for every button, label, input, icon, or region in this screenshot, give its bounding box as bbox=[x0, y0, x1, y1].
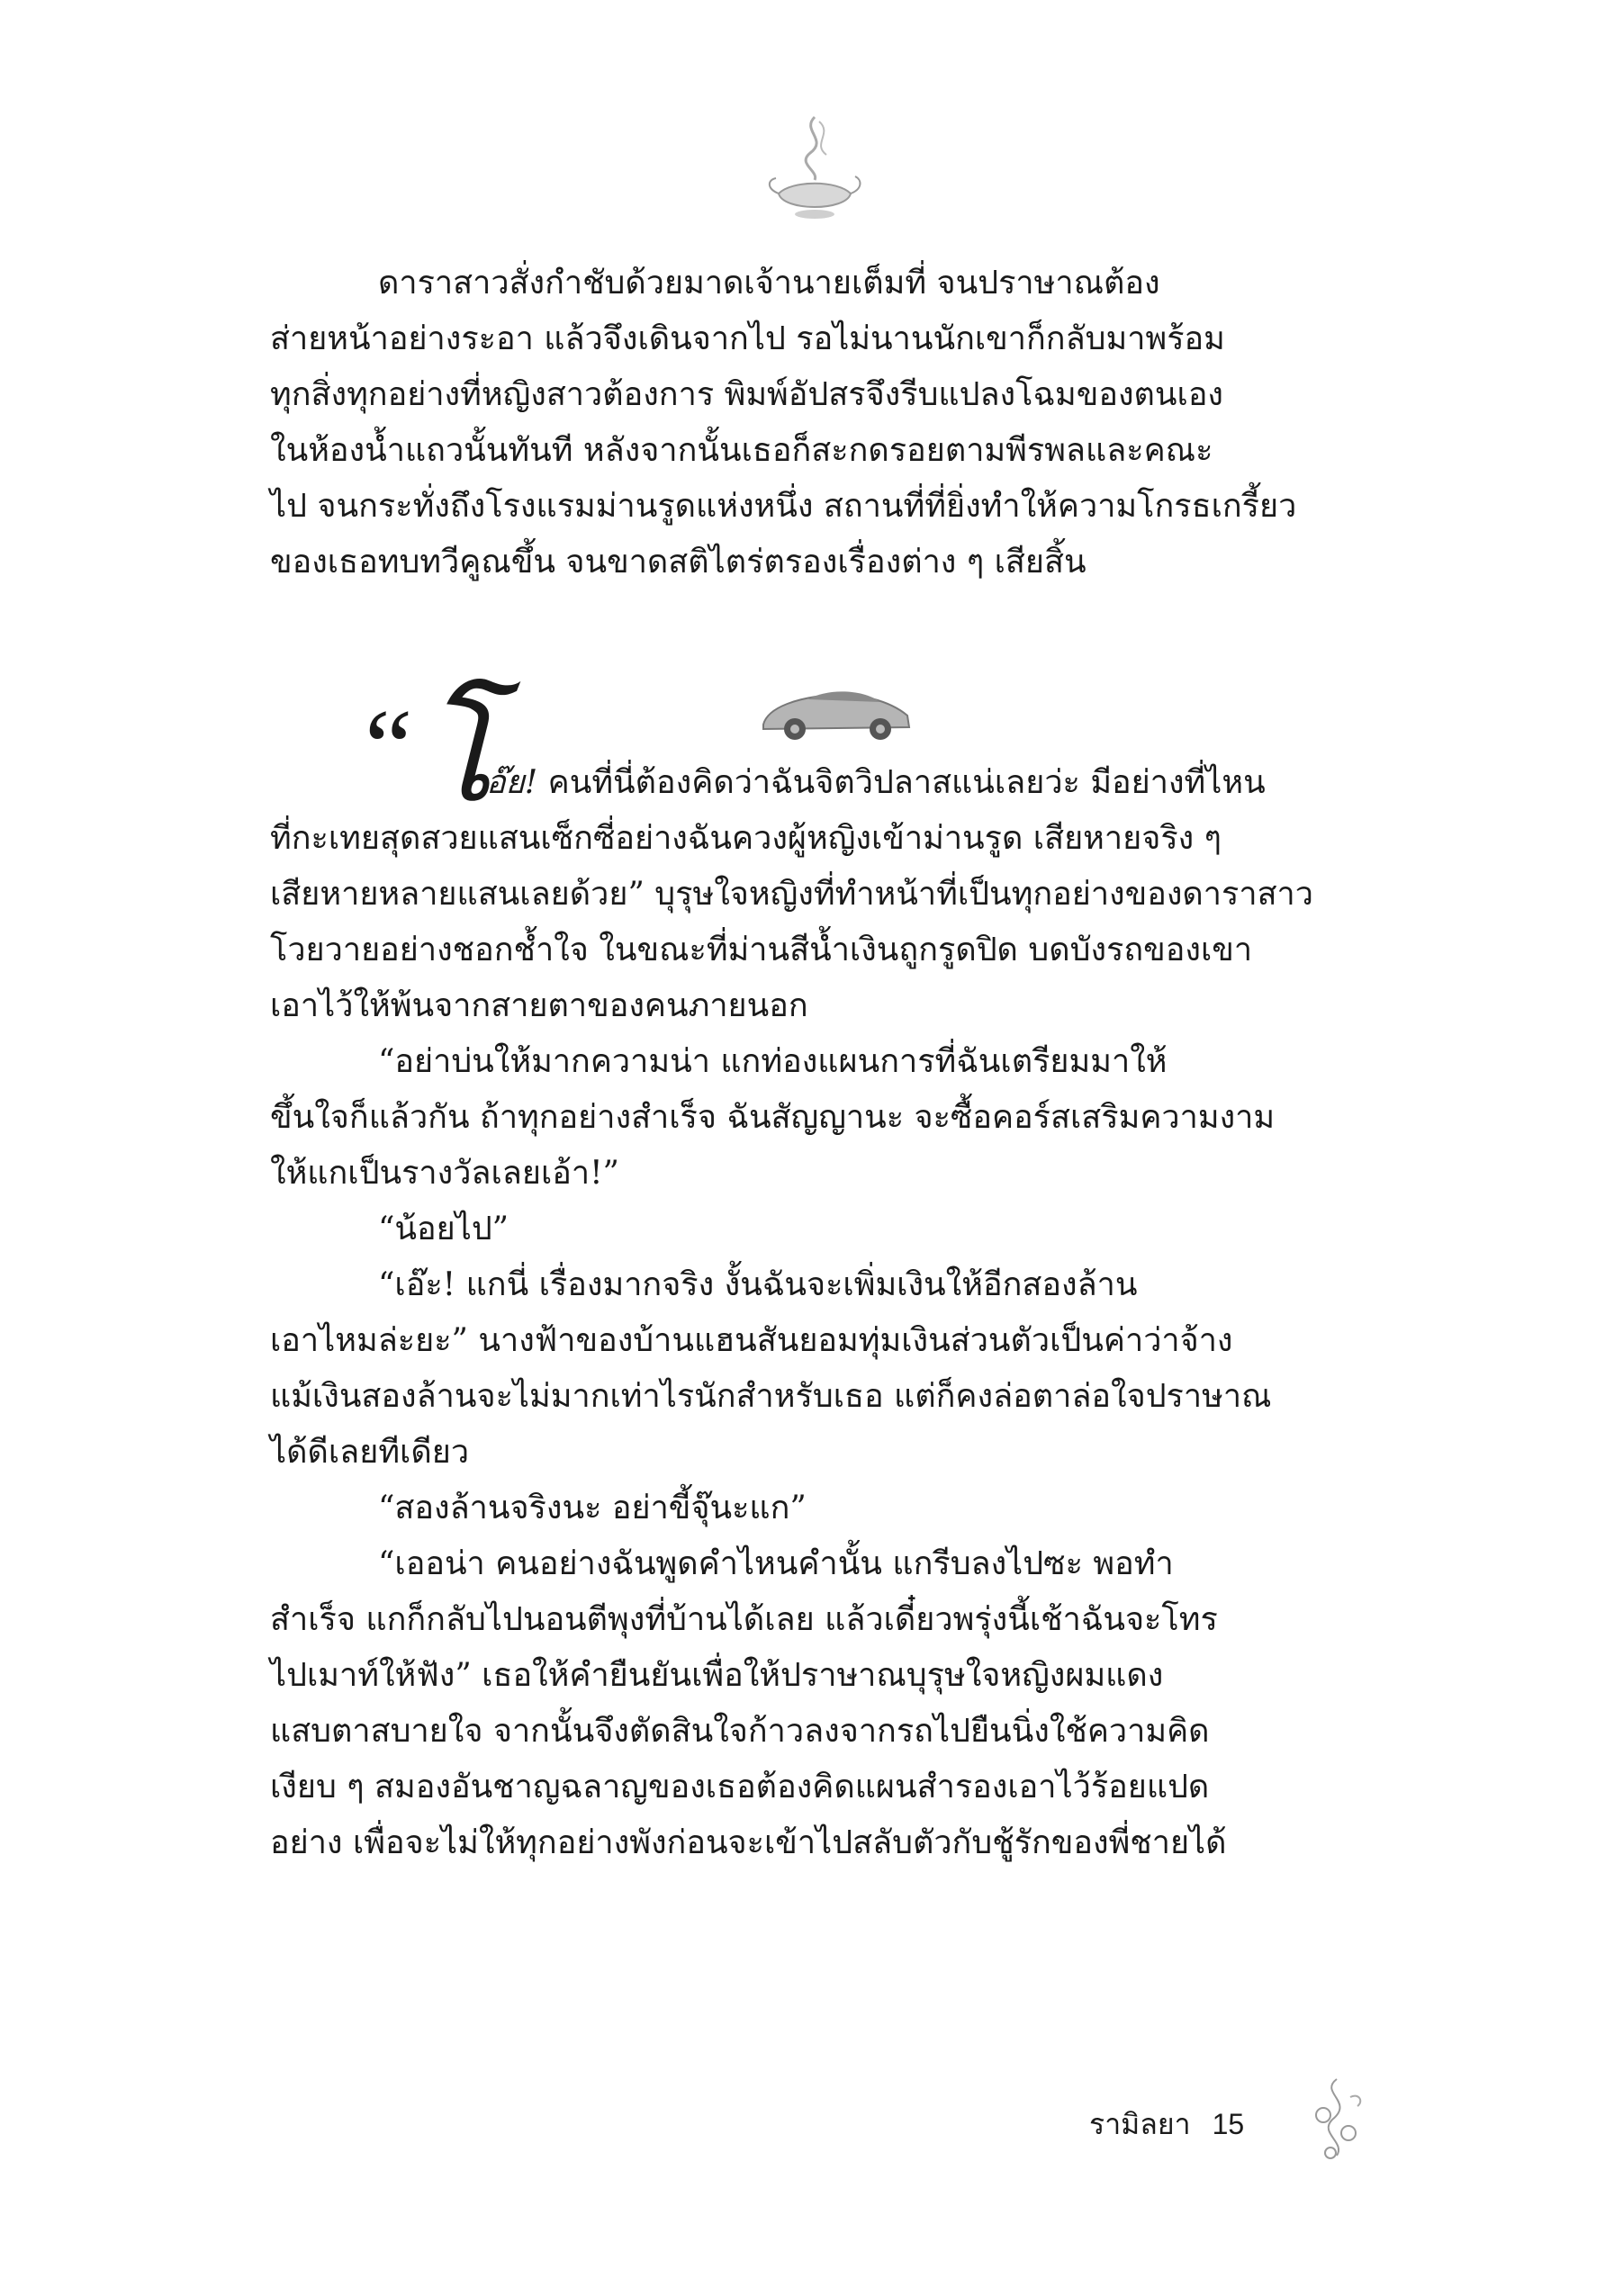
exclamation-italic: อ๊ย! bbox=[486, 764, 538, 801]
paragraph-line: “น้อยไป” bbox=[378, 1211, 509, 1247]
paragraph-line: แม้เงินสองล้านจะไม่มากเท่าไรนักสำหรับเธอ แต่ก็คงล่อตาล่อใจปราษาณ bbox=[270, 1378, 1272, 1415]
paragraph-line: “เออน่า คนอย่างฉันพูดคำไหนคำนั้น แกรีบลงไปซะ พอทำ bbox=[378, 1545, 1174, 1582]
teapot-ornament-icon bbox=[765, 108, 864, 234]
paragraph-line: เสียหายหลายแสนเลยด้วย” บุรุษใจหญิงที่ทำหน้าที่เป็นทุกอย่างของดาราสาว bbox=[270, 876, 1313, 913]
paragraph-line: เงียบ ๆ สมองอันชาญฉลาญของเธอต้องคิดแผนสำรองเอาไว้ร้อยแปด bbox=[270, 1769, 1210, 1805]
paragraph-line: แสบตาสบายใจ จากนั้นจึงตัดสินใจก้าวลงจากรถไปยืนนิ่งใช้ความคิด bbox=[270, 1713, 1210, 1750]
paragraph-line: เอาไหมล่ะยะ” นางฟ้าของบ้านแฮนสันยอมทุ่มเงินส่วนตัวเป็นค่าว่าจ้าง bbox=[270, 1322, 1233, 1359]
drop-cap-first-line bbox=[486, 761, 1266, 806]
paragraph-line: โวยวายอย่างชอกช้ำใจ ในขณะที่ม่านสีน้ำเงินถูกรูดปิด บดบังรถของเขา bbox=[270, 932, 1253, 968]
drop-cap-letter: โ bbox=[421, 676, 494, 833]
paragraph-line: ในห้องน้ำแถวนั้นทันที หลังจากนั้นเธอก็สะกดรอยตามพีรพลและคณะ bbox=[270, 432, 1213, 469]
paragraph-line: อย่าง เพื่อจะไม่ให้ทุกอย่างพังก่อนจะเข้าไปสลับตัวกับชู้รักของพี่ชายได้ bbox=[270, 1824, 1227, 1861]
paragraph-line: ให้แกเป็นรางวัลเลยเอ้า!” bbox=[270, 1155, 619, 1192]
paragraph-line: ขึ้นใจก็แล้วกัน ถ้าทุกอย่างสำเร็จ ฉันสัญญานะ จะซื้อคอร์สเสริมความงาม bbox=[270, 1099, 1276, 1136]
paragraph-line: เอาไว้ให้พ้นจากสายตาของคนภายนอก bbox=[270, 987, 808, 1024]
page-number: 15 bbox=[1212, 2108, 1245, 2140]
paragraph-line: ดาราสาวสั่งกำชับด้วยมาดเจ้านายเต็มที่ จนปราษาณต้อง bbox=[378, 265, 1160, 302]
paragraph-line: “เอ๊ะ! แกนี่ เรื่องมากจริง งั้นฉันจะเพิ่มเงินให้อีกสองล้าน bbox=[378, 1266, 1138, 1303]
paragraph-line: “อย่าบ่นให้มากความน่า แกท่องแผนการที่ฉันเตรียมมาให้ bbox=[378, 1043, 1168, 1080]
paragraph-line: ไปเมาท์ให้ฟัง” เธอให้คำยืนยันเพื่อให้ปราษาณบุรุษใจหญิงผมแดง bbox=[270, 1657, 1164, 1694]
paragraph-line: ได้ดีเลยทีเดียว bbox=[270, 1434, 470, 1471]
paragraph-line: ทุกสิ่งทุกอย่างที่หญิงสาวต้องการ พิมพ์อัปสรจึงรีบแปลงโฉมของตนเอง bbox=[270, 376, 1224, 413]
page-footer bbox=[1089, 2106, 1244, 2142]
car-illustration-icon bbox=[754, 675, 916, 747]
paragraph-line: ของเธอทบทวีคูณขึ้น จนขาดสติไตร่ตรองเรื่องต่าง ๆ เสียสิ้น bbox=[270, 544, 1087, 581]
paragraph-line: ที่กะเทยสุดสวยแสนเซ็กซี่อย่างฉันควงผู้หญิงเข้าม่านรูด เสียหายจริง ๆ bbox=[270, 820, 1222, 857]
paragraph-line: ไป จนกระทั่งถึงโรงแรมม่านรูดแห่งหนึ่ง สถานที่ที่ยิ่งทำให้ความโกรธเกรี้ยว bbox=[270, 488, 1297, 525]
paragraph-line: ส่ายหน้าอย่างระอา แล้วจึงเดินจากไป รอไม่นานนักเขาก็กลับมาพร้อม bbox=[270, 320, 1225, 357]
floral-ornament-icon bbox=[1296, 2070, 1377, 2169]
first-line-rest: คนที่นี่ต้องคิดว่าฉันจิตวิปลาสแน่เลยว่ะ มีอย่างที่ไหน bbox=[537, 764, 1266, 801]
opening-quote-mark: “ bbox=[365, 687, 413, 806]
paragraph-line: “สองล้านจริงนะ อย่าขี้จุ๊นะแก” bbox=[378, 1490, 807, 1526]
author-name: รามิลยา bbox=[1089, 2107, 1191, 2141]
paragraph-line: สำเร็จ แกก็กลับไปนอนตีพุงที่บ้านได้เลย แล้วเดี๋ยวพรุ่งนี้เช้าฉันจะโทร bbox=[270, 1601, 1218, 1638]
